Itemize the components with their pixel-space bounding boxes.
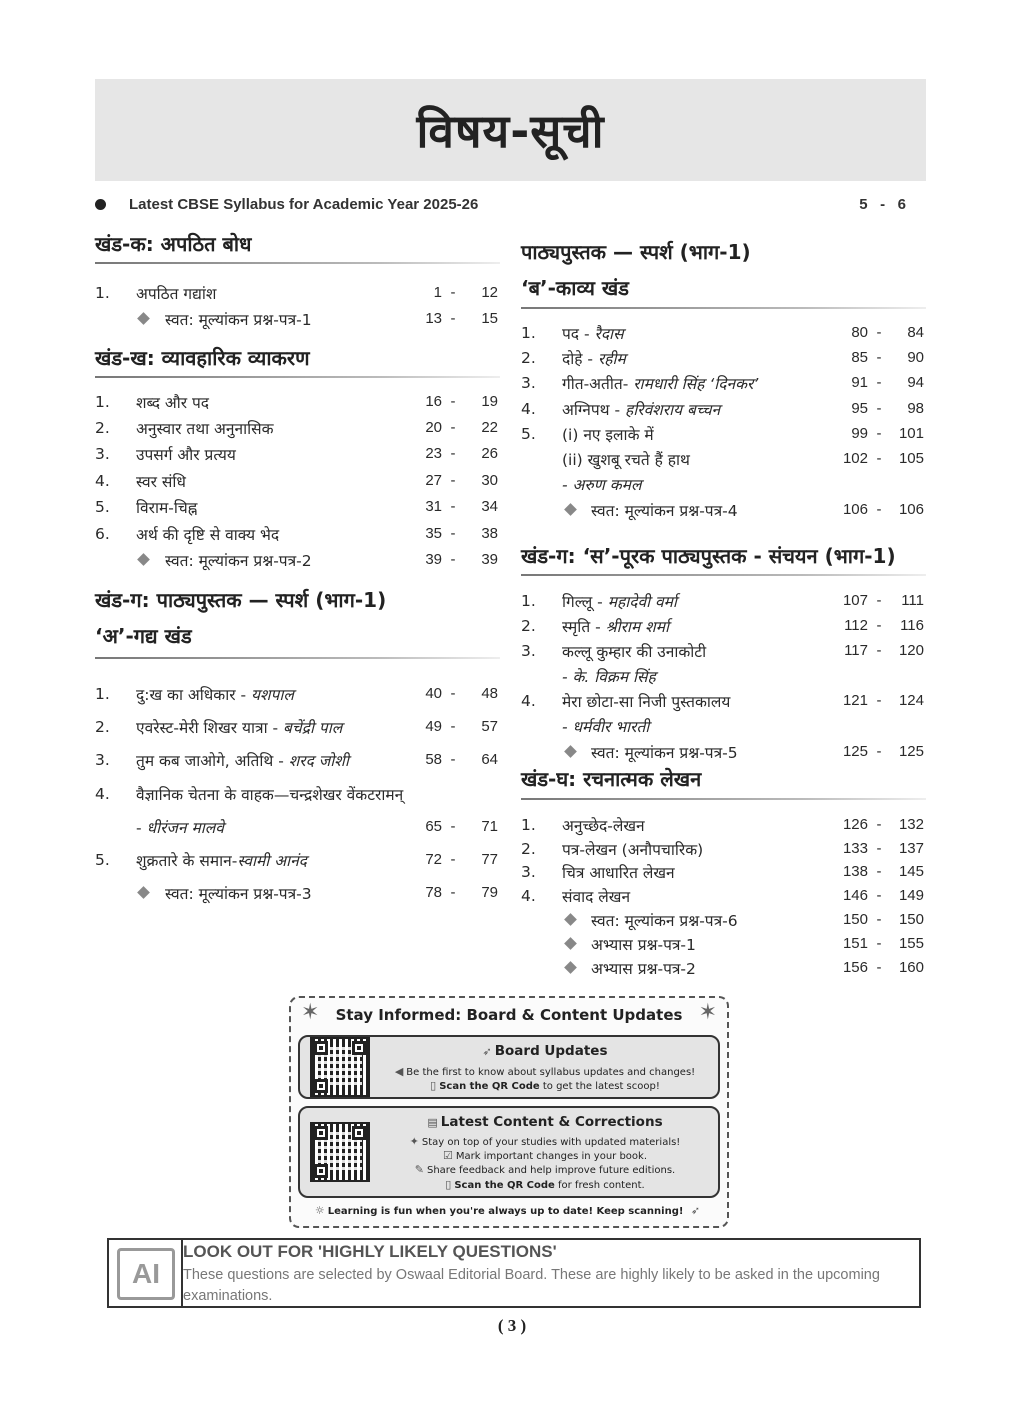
toc-page-range: 31 - 34 [425, 498, 498, 515]
toc-row[interactable] [95, 496, 500, 520]
party-popper-icon: ✶ [698, 1000, 717, 1025]
toc-row[interactable] [521, 448, 926, 472]
checkbox-icon: ☑ [443, 1149, 453, 1162]
toc-title: स्वत: मूल्यांकन प्रश्न-पत्र-4 [591, 502, 738, 520]
toc-title: चित्र आधारित लेखन [562, 864, 675, 882]
toc-title: संवाद लेखन [562, 888, 631, 906]
toc-title [562, 665, 656, 687]
toc-page-range: 85 - 90 [851, 349, 924, 366]
diamond-bullet-icon [564, 961, 577, 974]
toc-page-range: 78 - 79 [425, 884, 498, 901]
toc-row[interactable] [521, 590, 926, 614]
toc-page-range: 13 - 15 [425, 310, 498, 327]
toc-number: 3. [95, 445, 110, 463]
toc-row[interactable] [95, 282, 500, 306]
phone-icon: ▯ [445, 1178, 452, 1191]
toc-row[interactable] [521, 861, 926, 885]
section-divider [521, 798, 926, 800]
toc-title: अभ्यास प्रश्न-पत्र-2 [591, 960, 696, 978]
toc-number: 4. [95, 472, 110, 490]
diamond-bullet-icon [137, 312, 150, 325]
toc-row[interactable] [521, 640, 926, 664]
section-divider [95, 376, 500, 378]
diamond-bullet-icon [564, 937, 577, 950]
toc-page-range: 156 - 160 [842, 959, 924, 976]
toc-page-range: 99 - 101 [851, 425, 924, 442]
left-column [95, 0, 500, 1000]
toc-row[interactable] [95, 749, 500, 773]
syllabus-pages: 5 - 6 [859, 196, 906, 213]
page-title: विषय-सूची [416, 104, 605, 158]
diamond-bullet-icon [564, 503, 577, 516]
toc-page-range: 23 - 26 [425, 445, 498, 462]
toc-author: श्रीराम शर्मा [605, 618, 669, 636]
toc-page-range: 91 - 94 [851, 374, 924, 391]
toc-row[interactable] [95, 716, 500, 740]
toc-page-range: 150 - 150 [842, 911, 924, 928]
toc-page-range: 27 - 30 [425, 472, 498, 489]
toc-page-range: 138 - 145 [842, 863, 924, 880]
toc-row[interactable] [95, 391, 500, 415]
toc-row[interactable] [521, 715, 926, 739]
toc-number: 1. [521, 592, 536, 610]
toc-number: 3. [521, 374, 536, 392]
toc-row[interactable] [95, 523, 500, 547]
lightbulb-icon: ☼ [314, 1204, 325, 1217]
megaphone-icon: ◀ [394, 1065, 404, 1078]
toc-number: 1. [95, 393, 110, 411]
toc-row[interactable] [95, 470, 500, 494]
sparkles-icon: ✦ [409, 1135, 419, 1148]
toc-row[interactable] [95, 417, 500, 441]
toc-author: यशपाल [251, 686, 294, 704]
toc-row[interactable] [521, 909, 926, 933]
toc-author: - अरुण कमल [562, 476, 642, 494]
toc-page-range: 121 - 124 [842, 692, 924, 709]
latest-content-line-3: ✎ Share feedback and help improve future editions. [414, 1163, 676, 1176]
toc-title: स्वत: मूल्यांकन प्रश्न-पत्र-5 [591, 744, 738, 762]
toc-page-range: 107 - 111 [842, 592, 924, 609]
toc-title: पद - रैदास [562, 325, 624, 343]
pencil-icon: ✎ [414, 1163, 424, 1176]
diamond-bullet-icon [137, 553, 150, 566]
page-number: ( 3 ) [497, 1316, 527, 1335]
toc-title: स्वत: मूल्यांकन प्रश्न-पत्र-6 [591, 912, 738, 930]
highly-likely-title: LOOK OUT FOR 'HIGHLY LIKELY QUESTIONS' [183, 1242, 557, 1261]
toc-title: स्वर संधि [136, 473, 186, 491]
toc-title: स्वत: मूल्यांकन प्रश्न-पत्र-3 [165, 885, 312, 903]
ai-book-icon: AI [117, 1248, 175, 1300]
toc-number: 5. [521, 425, 536, 443]
toc-page-range: 102 - 105 [842, 450, 924, 467]
toc-number: 1. [95, 685, 110, 703]
toc-author: - के. विक्रम सिंह [562, 668, 656, 686]
updates-box [289, 996, 729, 1228]
section-divider [95, 657, 500, 659]
toc-author: हरिवंशराय बच्चन [624, 401, 721, 419]
board-updates-title: ➶ Board Updates [482, 1043, 608, 1059]
toc-number: 1. [521, 324, 536, 342]
toc-title: अनुस्वार तथा अनुनासिक [136, 420, 274, 438]
toc-row[interactable] [95, 849, 500, 873]
toc-title: स्मृति - श्रीराम शर्मा [562, 618, 669, 636]
board-updates-line-2: ▯ Scan the QR Code to get the latest scoop! [430, 1079, 660, 1092]
rocket-icon: ➶ [482, 1045, 492, 1058]
toc-author: शरद जोशी [288, 752, 349, 770]
toc-title: उपसर्ग और प्रत्यय [136, 446, 236, 464]
section-heading-kha: खंड-ख: व्यावहारिक व्याकरण [95, 346, 310, 370]
toc-page-range: 40 - 48 [425, 685, 498, 702]
section-heading-ka: खंड-क: अपठित बोध [95, 232, 252, 256]
latest-content-line-2: ☑ Mark important changes in your book. [443, 1149, 647, 1162]
toc-number: 2. [95, 718, 110, 736]
toc-page-range: 133 - 137 [842, 840, 924, 857]
toc-row[interactable] [95, 882, 500, 906]
latest-content-title: ▤ Latest Content & Corrections [427, 1114, 663, 1130]
toc-title: तुम कब जाओगे, अतिथि - शरद जोशी [136, 752, 349, 770]
toc-row[interactable] [95, 443, 500, 467]
toc-title: शुक्रतारे के समान-स्वामी आनंद [136, 852, 307, 870]
highly-likely-box [107, 1238, 921, 1308]
section-heading-gha: खंड-घ: रचनात्मक लेखन [521, 767, 702, 791]
toc-page-range: 146 - 149 [842, 887, 924, 904]
board-updates-line-1: ◀ Be the first to know about syllabus updates and changes! [394, 1065, 696, 1078]
latest-content-line-1: ✦ Stay on top of your studies with updated materials! [409, 1135, 681, 1148]
toc-title [562, 715, 649, 737]
phone-icon: ▯ [430, 1079, 437, 1092]
toc-number: 3. [95, 751, 110, 769]
section-heading-sparsh: पाठ्यपुस्तक — स्पर्श (भाग-1) ‘ब’-काव्य खंड [521, 240, 751, 300]
toc-page-range: 1 - 12 [433, 284, 498, 301]
toc-author: बचेंद्री पाल [283, 719, 343, 737]
toc-title: दु:ख का अधिकार - यशपाल [136, 686, 294, 704]
toc-page-range: 126 - 132 [842, 816, 924, 833]
toc-page-range: 49 - 57 [425, 718, 498, 735]
toc-row[interactable] [521, 814, 926, 838]
toc-title [562, 473, 641, 495]
toc-title: मेरा छोटा-सा निजी पुस्तकालय [562, 693, 731, 711]
toc-title: अग्निपथ - हरिवंशराय बच्चन [562, 401, 721, 419]
toc-row[interactable] [521, 665, 926, 689]
toc-page-range: 72 - 77 [425, 851, 498, 868]
toc-number: 4. [521, 887, 536, 905]
qr-code[interactable] [310, 1037, 370, 1097]
toc-page-range: 80 - 84 [851, 324, 924, 341]
toc-number: 2. [521, 840, 536, 858]
toc-title: गीत-अतीत- रामधारी सिंह ‘दिनकर’ [562, 375, 759, 393]
diamond-bullet-icon [137, 886, 150, 899]
toc-page-range: 125 - 125 [842, 743, 924, 760]
toc-row[interactable] [521, 741, 926, 765]
toc-title: एवरेस्ट-मेरी शिखर यात्रा - बचेंद्री पाल [136, 719, 343, 737]
section-heading-sanchayan: खंड-ग: ‘स’-पूरक पाठ्यपुस्तक - संचयन (भाग-1) [521, 544, 896, 568]
latest-content-line-4: ▯ Scan the QR Code for fresh content. [445, 1178, 645, 1191]
toc-row[interactable] [521, 423, 926, 447]
toc-row[interactable] [521, 347, 926, 371]
toc-number: 5. [95, 851, 110, 869]
toc-page-range: 16 - 19 [425, 393, 498, 410]
syllabus-text: Latest CBSE Syllabus for Academic Year 2025-26 [129, 196, 479, 213]
toc-number: 2. [521, 617, 536, 635]
toc-page-range: 112 - 116 [844, 617, 924, 634]
toc-author: रहीम [597, 350, 626, 368]
diamond-bullet-icon [564, 745, 577, 758]
toc-number: 6. [95, 525, 110, 543]
toc-row[interactable] [95, 816, 500, 840]
toc-number: 4. [521, 692, 536, 710]
toc-page-range: 106 - 106 [842, 501, 924, 518]
toc-title: अपठित गद्यांश [136, 285, 217, 303]
toc-row[interactable] [521, 473, 926, 497]
toc-title: स्वत: मूल्यांकन प्रश्न-पत्र-1 [165, 311, 312, 329]
toc-row[interactable] [521, 690, 926, 714]
highly-likely-text: These questions are selected by Oswaal Editorial Board. These are highly likely to be asked in the upcoming examinations. [183, 1267, 880, 1304]
section-divider [521, 574, 926, 576]
toc-number: 3. [521, 642, 536, 660]
toc-author: धीरंजन मालवे [146, 819, 224, 837]
toc-author: रामधारी सिंह ‘दिनकर’ [633, 375, 759, 393]
toc-title: (ii) खुशबू रचते हैं हाथ [562, 451, 690, 469]
party-popper-icon: ✶ [301, 1000, 320, 1025]
toc-row[interactable] [521, 322, 926, 346]
updates-title: Stay Informed: Board & Content Updates [335, 1006, 683, 1024]
toc-row[interactable] [521, 615, 926, 639]
toc-number: 5. [95, 498, 110, 516]
toc-number: 2. [521, 349, 536, 367]
toc-title: गिल्लू - महादेवी वर्मा [562, 593, 677, 611]
toc-row[interactable] [95, 308, 500, 332]
toc-number: 3. [521, 863, 536, 881]
toc-row[interactable] [521, 499, 926, 523]
toc-title: पत्र-लेखन (अनौपचारिक) [562, 841, 704, 859]
toc-row[interactable] [521, 885, 926, 909]
toc-page-range: 65 - 71 [425, 818, 498, 835]
toc-row[interactable] [521, 372, 926, 396]
section-heading-ga: खंड-ग: पाठ्यपुस्तक — स्पर्श (भाग-1) ‘अ’-गद्य खंड [95, 588, 387, 648]
toc-author: - धर्मवीर भारती [562, 718, 650, 736]
section-divider [521, 307, 926, 309]
toc-page-range: 151 - 155 [842, 935, 924, 952]
toc-title: अनुच्छेद-लेखन [562, 817, 645, 835]
toc-number: 4. [95, 785, 110, 803]
toc-title: विराम-चिह्न [136, 499, 198, 517]
latest-content-card[interactable] [298, 1106, 720, 1198]
toc-page-range: 117 - 120 [844, 642, 924, 659]
toc-number: 2. [95, 419, 110, 437]
toc-title: - धीरंजन मालवे [136, 819, 224, 837]
toc-title: अर्थ की दृष्टि से वाक्य भेद [136, 526, 280, 544]
diamond-bullet-icon [564, 913, 577, 926]
toc-row[interactable] [521, 838, 926, 862]
toc-title: अभ्यास प्रश्न-पत्र-1 [591, 936, 696, 954]
toc-author: महादेवी वर्मा [607, 593, 677, 611]
toc-title: वैज्ञानिक चेतना के वाहक—चन्द्रशेखर वेंकटरामन् [136, 786, 404, 804]
toc-author: स्वामी आनंद [237, 852, 307, 870]
toc-title: दोहे - रहीम [562, 350, 626, 368]
section-divider [95, 262, 500, 264]
toc-row[interactable] [521, 957, 926, 981]
toc-page-range: 35 - 38 [425, 525, 498, 542]
toc-row[interactable] [521, 398, 926, 422]
toc-title: शब्द और पद [136, 394, 210, 412]
qr-code[interactable] [310, 1122, 370, 1182]
toc-page-range: 39 - 39 [425, 551, 498, 568]
toc-title: कल्लू कुम्हार की उनाकोटी [562, 643, 707, 661]
toc-number: 4. [521, 400, 536, 418]
toc-row[interactable] [95, 549, 500, 573]
board-updates-card[interactable] [298, 1035, 720, 1099]
toc-title: स्वत: मूल्यांकन प्रश्न-पत्र-2 [165, 552, 312, 570]
toc-page-range: 58 - 64 [425, 751, 498, 768]
toc-title: (i) नए इलाके में [562, 426, 654, 444]
right-column [521, 0, 926, 1000]
toc-row[interactable] [95, 683, 500, 707]
toc-number: 1. [95, 284, 110, 302]
toc-author: रैदास [594, 325, 624, 343]
toc-page-range: 20 - 22 [425, 419, 498, 436]
updates-footer: ☼ Learning is fun when you're always up to date! Keep scanning! ➶ [314, 1204, 701, 1217]
toc-page-range: 95 - 98 [851, 400, 924, 417]
toc-row[interactable] [95, 783, 500, 807]
toc-row[interactable] [521, 933, 926, 957]
toc-number: 1. [521, 816, 536, 834]
rocket-icon: ➶ [690, 1204, 701, 1217]
books-icon: ▤ [427, 1116, 438, 1129]
